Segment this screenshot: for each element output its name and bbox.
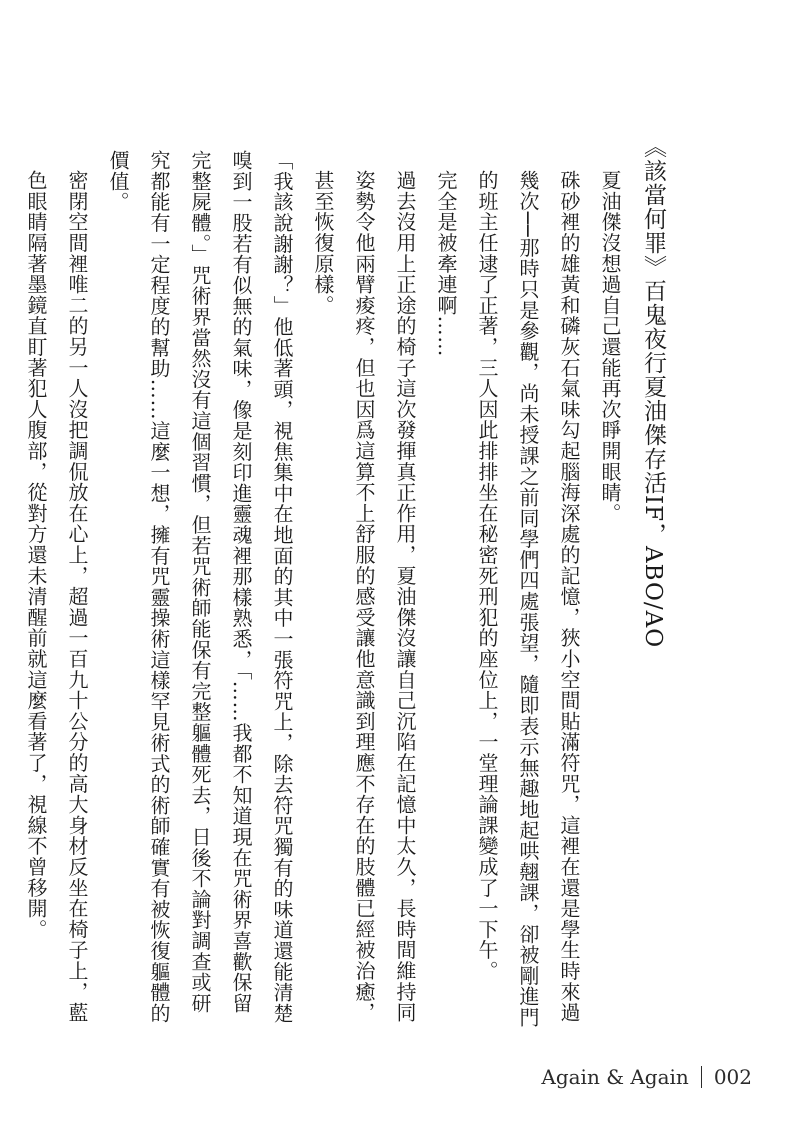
footer-book-title: Again & Again [541,1065,689,1089]
footer-page-number: 002 [713,1065,752,1089]
paragraph-3: 完全是被牽連啊…… [434,170,458,358]
page-footer [541,1065,752,1089]
chapter-title: 《該當何罪》百鬼夜行夏油傑存活IF，ABO/AO [640,135,666,649]
paragraph-5: 「我該說謝謝？」他低著頭，視焦集中在地面的其中一張符咒上，除去符咒獨有的味道還能清楚嗅到一股若有似無的氣味，像是刻印進靈魂裡那樣熟悉，「……我都不知道現在咒術界喜歡保留完整屍體。」咒術界當然沒有這個習慣，但若咒術師能保有完整軀體死去，日後不論對調查或研究都能有一定程度的幫助……這麼一想，擁有咒靈操術這樣罕見術式的術師確實有被恢復軀體的價值。 [106,150,294,1024]
paragraph-2: 硃砂裡的雄黃和磷灰石氣味勾起腦海深處的記憶，狹小空間貼滿符咒，這裡在還是學生時來過幾次──那時只是參觀，尚未授課之前同學們四處張望，隨即表示無趣地起哄翹課，卻被剛進門的班主任逮了正著，三人因此排排坐在秘密死刑犯的座位上，一堂理論課變成了一下午。 [475,170,581,1028]
paragraph-6: 密閉空間裡唯二的另一人沒把調侃放在心上，超過一百九十公分的高大身材反坐在椅子上，藍色眼睛隔著墨鏡直盯著犯人腹部，從對方還未清醒前就這麼看著了，視線不曾移開。 [24,170,89,1023]
footer-divider [701,1066,702,1088]
paragraph-1: 夏油傑沒想過自己還能再次睜開眼睛。 [598,170,622,524]
body-text [15,150,630,1030]
paragraph-4: 過去沒用上正途的椅子這次發揮真正作用，夏油傑沒讓自己沉陷在記憶中太久，長時間維持同姿勢令他兩臂痠疼，但也因爲這算不上舒服的感受讓他意識到理應不存在的肢體已經被治癒，甚至恢復原樣。 [311,170,417,1023]
